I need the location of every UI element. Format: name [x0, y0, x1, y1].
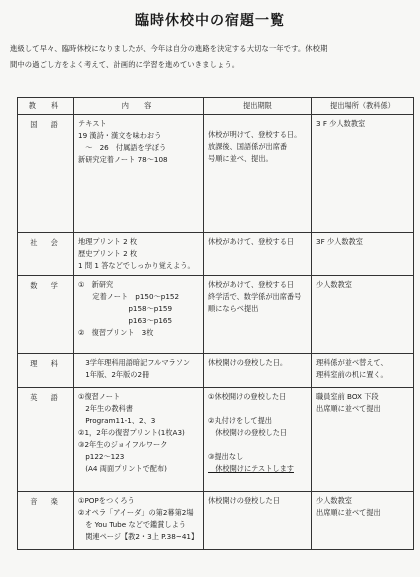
- content-cell: [74, 354, 204, 388]
- page-title: 臨時休校中の宿題一覧: [135, 13, 285, 29]
- content-cell: [74, 388, 204, 492]
- intro-line: 進級して早々、臨時休校になりましたが、今年は自分の進路を決定する大切な一年です。休校期: [10, 44, 328, 53]
- content-line: ③2年生のジョイフルワーク: [78, 440, 168, 449]
- content-line: ①POPをつくろう: [78, 496, 135, 505]
- deadline-line: 休校開けにテストします: [208, 464, 294, 473]
- table-row: [18, 492, 414, 550]
- deadline-line: ③提出なし: [208, 452, 244, 461]
- intro-line: 間中の過ごし方をよく考えて、計画的に学習を進めていきましょう。: [10, 60, 240, 69]
- deadline-line: 休校があけて、登校する日: [208, 237, 295, 246]
- homework-table: [17, 97, 414, 550]
- subject-cell: 音 楽: [18, 492, 74, 550]
- table-row: [18, 115, 414, 233]
- deadline-line: ②丸付けをして提出: [208, 416, 272, 425]
- content-line: 歴史プリント 2 枚: [78, 249, 138, 258]
- place-cell: [312, 354, 414, 388]
- content-cell: [74, 233, 204, 276]
- table-row: [18, 354, 414, 388]
- content-line: 3学年理科用語暗記フルマラソン: [78, 358, 191, 367]
- deadline-line: 休校開けの登校した日: [208, 428, 288, 437]
- place-cell: [312, 492, 414, 550]
- deadline-cell: [204, 276, 312, 354]
- subject-cell: 社 会: [18, 233, 74, 276]
- subject-cell: 英 語: [18, 388, 74, 492]
- table-row: [18, 276, 414, 354]
- place-cell: [312, 233, 414, 276]
- place-cell: [312, 276, 414, 354]
- subject-cell: 理 科: [18, 354, 74, 388]
- deadline-line: [208, 403, 307, 415]
- header-deadline: 提出期限: [204, 98, 312, 115]
- content-cell: [74, 276, 204, 354]
- content-line: 2年生の教科書: [78, 404, 133, 413]
- content-line: p158～p159: [78, 304, 173, 313]
- content-line: ②オペラ「アイーダ」の第2幕第2場: [78, 508, 194, 517]
- deadline-cell: [204, 388, 312, 492]
- deadline-cell: [204, 492, 312, 550]
- content-line: Program11-1、2、3: [78, 416, 156, 425]
- content-line: ①復習ノート: [78, 392, 121, 401]
- content-line: テキスト: [78, 119, 107, 128]
- place-line: 理科係が並べ替えて、: [316, 358, 388, 367]
- header-subject: 教 科: [18, 98, 74, 115]
- deadline-line: 休校が明けて、登校する日。: [208, 130, 302, 139]
- table-row: [18, 388, 414, 492]
- place-line: 少人数教室: [316, 496, 352, 505]
- place-line: 出席順に並べて提出: [316, 404, 381, 413]
- place-line: 出席順に並べて提出: [316, 508, 381, 517]
- content-line: ① 新研究: [78, 280, 114, 289]
- content-line: 地理プリント 2 枚: [78, 237, 138, 246]
- content-cell: [74, 492, 204, 550]
- header-place: 提出場所（教科係）: [312, 98, 414, 115]
- content-line: 関連ページ【教2・3上 P.38~41】: [78, 532, 199, 541]
- deadline-cell: [204, 233, 312, 276]
- content-line: ～ 26 付属語を学ぼう: [78, 143, 167, 152]
- deadline-line: 休校開けの登校した日。: [208, 358, 288, 367]
- place-cell: [312, 115, 414, 233]
- content-line: ② 復習プリント 3枚: [78, 328, 154, 337]
- deadline-line: 順にならべ提出: [208, 304, 259, 313]
- place-line: 少人数教室: [316, 280, 352, 289]
- deadline-line: 休校開けの登校した日: [208, 496, 280, 505]
- deadline-line: 号順に並べ、提出。: [208, 154, 273, 163]
- content-line: (A4 両面プリントで配布): [78, 464, 167, 473]
- content-line: 定着ノート p150～p152: [78, 292, 180, 301]
- place-line: 3F 少人数教室: [316, 237, 363, 246]
- place-line: 3 F 少人数教室: [316, 119, 366, 128]
- content-line: p163～p165: [78, 316, 173, 325]
- place-line: 理科室前の机に置く。: [316, 370, 388, 379]
- header-content: 内 容: [74, 98, 204, 115]
- subject-cell: 国 語: [18, 115, 74, 233]
- content-line: 1年版、2年版の2冊: [78, 370, 150, 379]
- table-row: [18, 233, 414, 276]
- content-line: 1 問 1 答などでしっかり覚えよう。: [78, 261, 195, 270]
- deadline-line: 終学活で、数学係が出席番号: [208, 292, 302, 301]
- content-line: p122～123: [78, 452, 125, 461]
- deadline-line: ①休校開けの登校した日: [208, 392, 287, 401]
- deadline-line: 放課後、国語係が出席番: [208, 142, 288, 151]
- subject-cell: 数 学: [18, 276, 74, 354]
- place-line: 職員室前 BOX 下段: [316, 392, 379, 401]
- deadline-cell: [204, 115, 312, 233]
- place-cell: [312, 388, 414, 492]
- deadline-line: 休校があけて、登校する日: [208, 280, 295, 289]
- content-line: 19 漢詩・漢文を味わおう: [78, 131, 162, 140]
- table-header-row: [18, 98, 414, 115]
- content-line: ②1，2年の復習プリント(1枚A3): [78, 428, 185, 437]
- intro-paragraph: [10, 41, 414, 73]
- deadline-cell: [204, 354, 312, 388]
- content-cell: [74, 115, 204, 233]
- content-line: を You Tube などで鑑賞しよう: [78, 520, 186, 529]
- content-line: 新研究定着ノート 78～108: [78, 155, 168, 164]
- deadline-line: [208, 439, 307, 451]
